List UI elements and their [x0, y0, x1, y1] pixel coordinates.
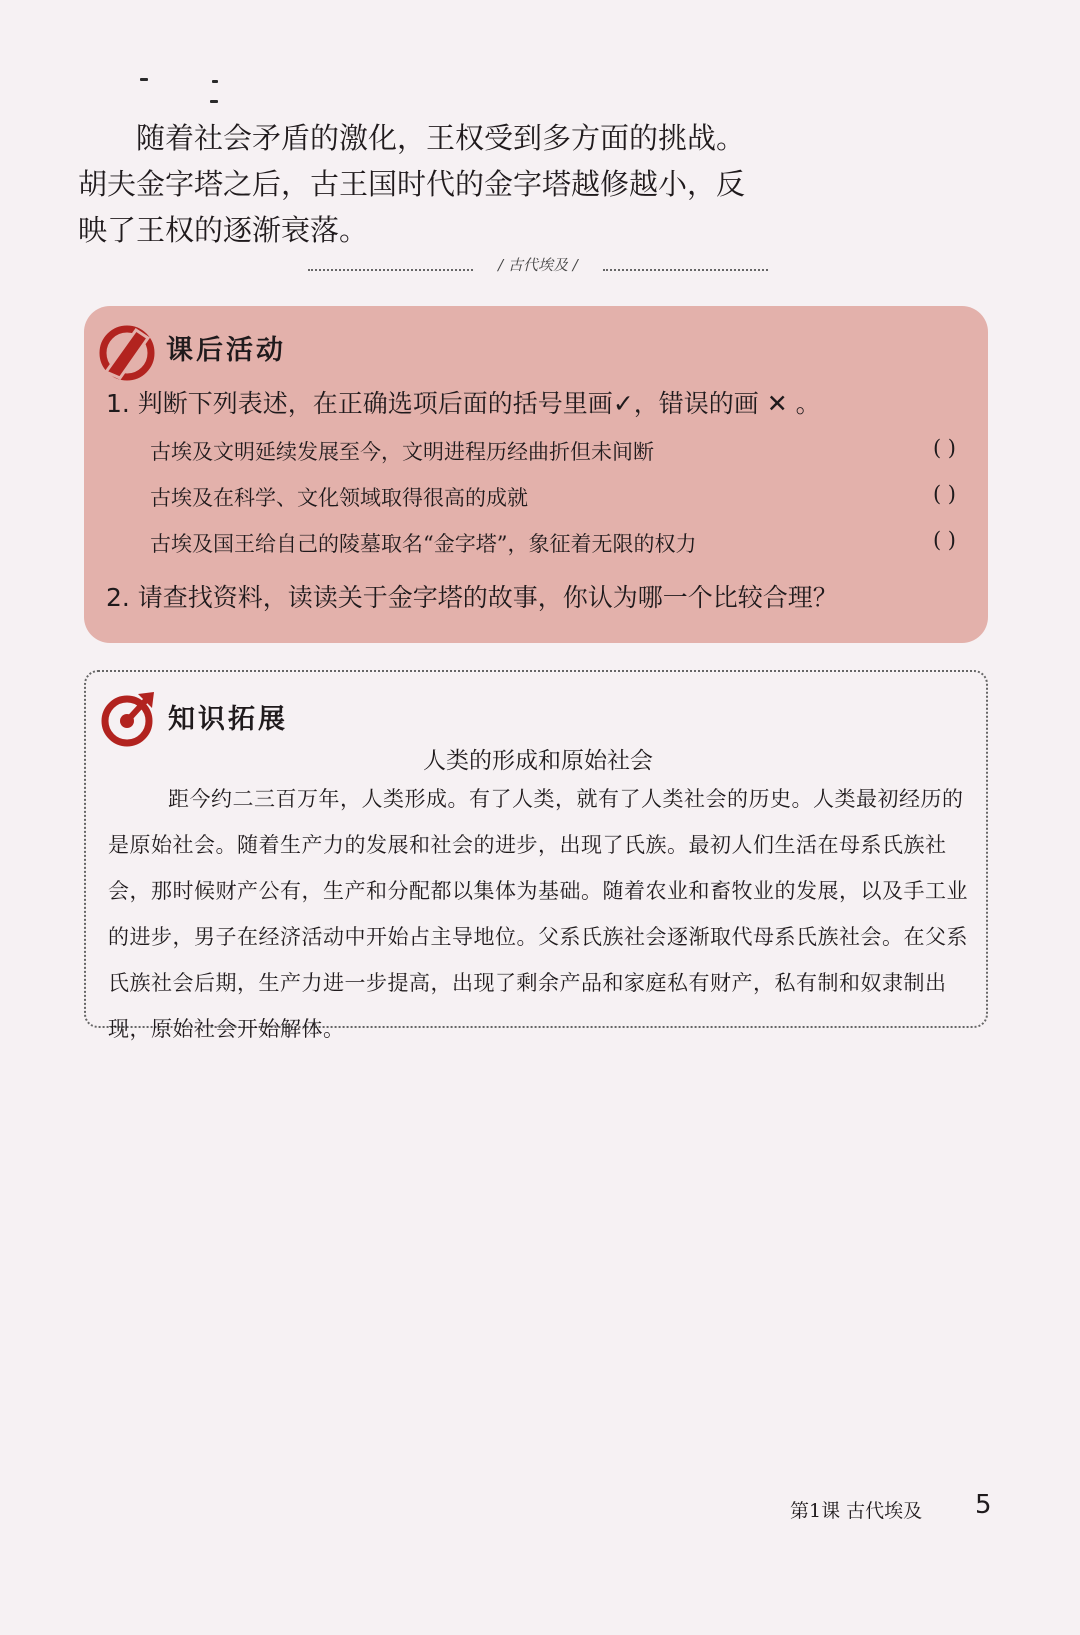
section-divider	[308, 254, 768, 284]
knowledge-expansion-box	[84, 670, 988, 1041]
page-number: 5	[975, 1490, 992, 1520]
lesson-label: 第1课 古代埃及	[790, 1500, 923, 1522]
question-1-suffix: 。	[795, 389, 821, 418]
arrow-circle-icon	[98, 686, 160, 748]
statement-2	[150, 482, 970, 512]
statement-text: 古埃及文明延续发展至今，文明进程历经曲折但未间断	[150, 440, 654, 464]
divider-label: / 古代埃及 /	[498, 256, 578, 274]
question-1	[106, 384, 821, 420]
cross-mark-icon: ✕	[766, 389, 788, 418]
question-1-middle: ，错误的画	[633, 389, 759, 418]
question-2: 2. 请查找资料，读读关于金字塔的故事，你认为哪一个比较合理？	[106, 583, 838, 612]
answer-blank: ( )	[932, 528, 956, 552]
divider-dots-left	[308, 269, 473, 271]
page-footer	[790, 1490, 1010, 1530]
answer-blank: ( )	[932, 436, 956, 460]
expansion-subtitle: 人类的形成和原始社会	[423, 748, 653, 774]
divider-dots-right	[603, 269, 768, 271]
statement-1	[150, 436, 970, 466]
expansion-body: 距今约二三百万年，人类形成。有了人类，就有了人类社会的历史。人类最初经历的是原始社会。随着生产力的发展和社会的进步，出现了氏族。最初人们生活在母系氏族社会，那时候财产公有，生产和分配都以集体为基础。随着农业和畜牧业的发展，以及手工业的进步，男子在经济活动中开始占主导地位。父系氏族社会逐渐取代母系氏族社会。在父系氏族社会后期，生产力进一步提高，出现了剩余产品和家庭私有财产，私有制和奴隶制出现，原始社会开始解体。	[108, 787, 968, 1041]
check-mark-icon: ✓	[612, 389, 634, 418]
statement-text: 古埃及在科学、文化领域取得很高的成就	[150, 486, 528, 510]
decorative-marks	[140, 78, 240, 118]
expansion-title: 知识拓展	[168, 704, 288, 735]
question-1-prefix: 1. 判断下列表述，在正确选项后面的括号里画	[106, 389, 613, 418]
intro-paragraph: 随着社会矛盾的激化，王权受到多方面的挑战。胡夫金字塔之后，古王国时代的金字塔越修越小，反映了王权的逐渐衰落。	[78, 121, 746, 247]
after-class-activity-box	[84, 306, 988, 643]
statement-3	[150, 528, 970, 558]
pen-circle-icon	[96, 320, 158, 382]
activity-title: 课后活动	[166, 335, 286, 366]
statement-text: 古埃及国王给自己的陵墓取名“金字塔”，象征着无限的权力	[150, 532, 697, 556]
answer-blank: ( )	[932, 482, 956, 506]
